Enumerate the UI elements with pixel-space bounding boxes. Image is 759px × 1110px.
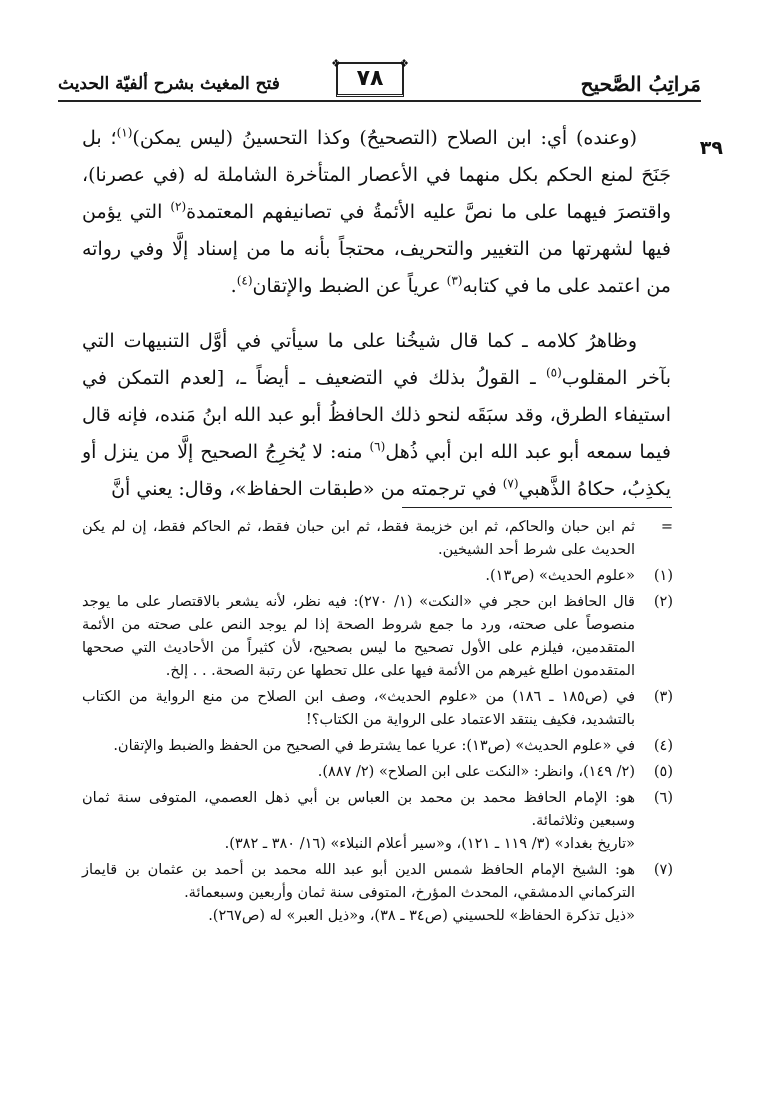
paragraph bbox=[82, 120, 671, 305]
paragraph bbox=[82, 323, 671, 508]
footnote-mark: (٥) bbox=[653, 764, 673, 780]
footnote-mark: (٧) bbox=[653, 862, 673, 878]
book-title: فتح المغيث بشرح ألفيّة الحديث bbox=[58, 74, 280, 94]
footnote bbox=[82, 787, 673, 856]
page-number-box bbox=[331, 57, 409, 97]
footnotes bbox=[82, 516, 673, 931]
text-run: ـ القولُ بذلك في التضعيف ـ أيضاً ـ، [لعدم التمكن في استيفاء الطرق، وقد سبَقَه لنحو ذلك الحافظُ أبو عبد الله ابنُ مَنده، فإنه قال فيما سمعه أبو عبد الله ابن أبي ذُهل bbox=[82, 367, 672, 463]
footnote-mark: (٦) bbox=[653, 790, 673, 806]
text-run: في ترجمته من «طبقات الحفاظ»، وقال: يعني أنَّ bbox=[111, 478, 503, 500]
ornament-icon: ❖ bbox=[399, 57, 409, 70]
footnote bbox=[82, 565, 673, 588]
footnote-separator bbox=[402, 507, 672, 508]
footnote bbox=[82, 686, 673, 732]
footnote bbox=[82, 516, 673, 562]
footnote-text: ثم ابن حبان والحاكم، ثم ابن خزيمة فقط، ثم ابن حبان فقط، ثم الحاكم فقط، إن لم يكن الحديث على شرط أحد الشيخين. bbox=[82, 519, 635, 558]
footnote-text: قال الحافظ ابن حجر في «النكت» (١/ ٢٧٠): فيه نظر، لأنه يشعر بالاقتصار على ما يوجد منصوصاً على صحته، ورد ما جمع شروط الصحة إذا لم يوجد النص على صحته من الأئمة المتقدمين، فيلزم على الأول تصحيح ما ليس بصحيح، لأن كثيراً من الأحاديث التي صححها المتقدمون اطلع غيرهم من الأئمة فيها على علل تحطها عن رتبة الصحة. . . إلخ. bbox=[82, 594, 635, 679]
footnote-text: «علوم الحديث» (ص١٣). bbox=[485, 568, 635, 584]
footnote bbox=[82, 761, 673, 784]
chapter-title: مَراتِبُ الصَّحيح bbox=[580, 72, 701, 96]
page-number: ٧٨ bbox=[356, 66, 384, 91]
text-run: (وعنده) أي: ابن الصلاح (التصحيحُ) وكذا التحسينُ (ليس يمكن) bbox=[132, 127, 637, 149]
footnote-ref[interactable]: (١) bbox=[116, 125, 133, 140]
footnote-text: في «علوم الحديث» (ص١٣): عريا عما يشترط في الصحيح من الحفظ والضبط والإتقان. bbox=[113, 738, 635, 754]
footnote-mark: (٤) bbox=[653, 738, 673, 754]
text-run: منه: لا يُخرِجُ الصحيح إلَّا من ينزل أو يكذِبُ، حكاهُ الذَّهبي bbox=[82, 441, 671, 500]
main-text bbox=[82, 120, 671, 508]
footnote-ref[interactable]: (٢) bbox=[170, 199, 187, 214]
page-header bbox=[58, 57, 701, 102]
text-run: . bbox=[230, 275, 237, 297]
footnote-text: في (ص١٨٥ ـ ١٨٦) من «علوم الحديث»، وصف ابن الصلاح من منع الرواية من الكتاب بالتشديد، فكيف ينتقد الاعتماد على الرواية من الكتاب؟! bbox=[82, 689, 636, 728]
footnote-ref[interactable]: (٥) bbox=[545, 365, 562, 380]
footnote-mark: (٢) bbox=[653, 594, 673, 610]
text-run: عرياً عن الضبط والإتقان bbox=[252, 275, 447, 297]
footnote-text: (٢/ ١٤٩)، وانظر: «النكت على ابن الصلاح» (٢/ ٨٨٧). bbox=[317, 764, 635, 780]
verse-number: ٣٩ bbox=[699, 137, 723, 159]
footnote-mark: (٣) bbox=[653, 689, 673, 705]
footnote bbox=[82, 735, 673, 758]
footnote-ref[interactable]: (٤) bbox=[236, 273, 253, 288]
footnote-mark: = bbox=[660, 519, 673, 535]
text-run: وظاهرُ كلامه ـ كما قال شيخُنا على ما سيأتي في أوَّل التنبيهات التي بآخر المقلوب bbox=[82, 330, 671, 389]
footnote bbox=[82, 591, 673, 683]
footnote-text: «تاريخ بغداد» (٣/ ١١٩ ـ ١٢١)، و«سير أعلام النبلاء» (١٦/ ٣٨٠ ـ ٣٨٢). bbox=[224, 836, 635, 852]
ornament-icon: ❖ bbox=[331, 57, 341, 70]
footnote-text: هو: الشيخ الإمام الحافظ شمس الدين أبو عبد الله محمد بن أحمد بن عثمان بن قايماز التركماني الدمشقي، المحدث المؤرخ، المتوفى سنة ثمان وأربعين وسبعمائة. bbox=[82, 862, 635, 901]
footnote-ref[interactable]: (٣) bbox=[446, 273, 463, 288]
header-rule bbox=[58, 100, 701, 102]
footnote-text: هو: الإمام الحافظ محمد بن محمد بن العباس بن أبي ذهل العصمي، المتوفى سنة ثمان وسبعين وثلاثمائة. bbox=[82, 790, 635, 829]
footnote-mark: (١) bbox=[653, 568, 673, 584]
footnote bbox=[82, 859, 673, 928]
footnote-ref[interactable]: (٧) bbox=[502, 476, 519, 491]
footnote-ref[interactable]: (٦) bbox=[369, 439, 386, 454]
text-run: التي يؤمن فيها لشهرتها من التغيير والتحريف، محتجاً بأنه ما من إسناد إلَّا وفي رواته من اعتمد على ما في كتابه bbox=[82, 201, 671, 297]
footnote-text: «ذيل تذكرة الحفاظ» للحسيني (ص٣٤ ـ ٣٨)، و«ذيل العبر» له (ص٢٦٧). bbox=[208, 908, 635, 924]
text-run: ؛ بل جَنَحَ لمنع الحكم بكل منهما في الأعصار المتأخرة الشاملة له (في عصرنا)، واقتصرَ فيهما على ما نصَّ عليه الأئمةُ في تصانيفهم المعتمدة bbox=[82, 127, 672, 223]
